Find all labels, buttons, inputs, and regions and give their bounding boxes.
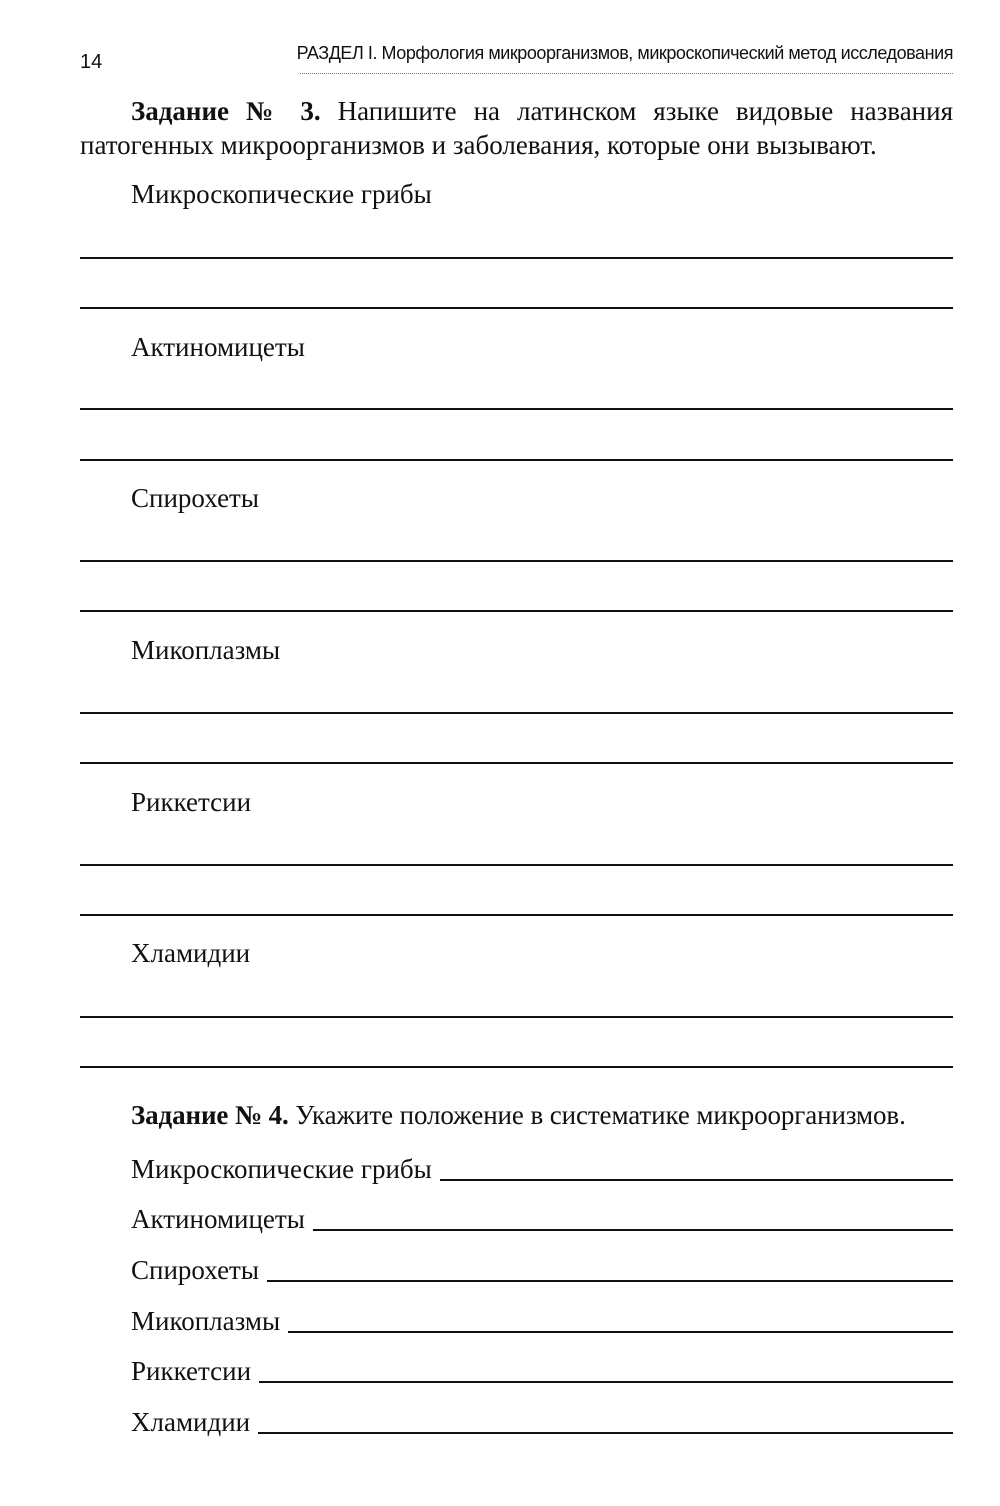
running-header: РАЗДЕЛ I. Морфология микроорганизмов, микроскопический метод исследования bbox=[296, 43, 953, 63]
task-3-group-label: Спирохеты bbox=[131, 483, 259, 513]
task-3-text: Напишите на латинском языке видовые названия патогенных микроорганизмов и заболевания, которые они вызывают. bbox=[80, 96, 953, 160]
task-4-fill-row bbox=[131, 1403, 953, 1439]
task-4-row-label: Актиномицеты bbox=[131, 1204, 305, 1234]
task-4-fill-row bbox=[131, 1302, 953, 1338]
task-4-answer-line[interactable] bbox=[259, 1381, 953, 1383]
task-4-fill-row bbox=[131, 1352, 953, 1388]
task-4-text: Укажите положение в систематике микроорганизмов. bbox=[295, 1100, 906, 1130]
task-3-group-label: Риккетсии bbox=[131, 787, 252, 817]
task-3-answer-line[interactable] bbox=[80, 762, 953, 764]
task-4-label: Задание № 4. bbox=[131, 1100, 289, 1130]
task-4-fill-row bbox=[131, 1251, 953, 1287]
task-3-group-label: Хламидии bbox=[131, 938, 251, 968]
task-4-fill-row bbox=[131, 1150, 953, 1186]
task-3-answer-line[interactable] bbox=[80, 712, 953, 714]
page-number: 14 bbox=[80, 51, 103, 73]
header-rule bbox=[300, 73, 953, 74]
task-3-answer-line[interactable] bbox=[80, 610, 953, 612]
task-4-row-label: Спирохеты bbox=[131, 1255, 259, 1285]
task-4-row-label: Хламидии bbox=[131, 1407, 251, 1437]
task-4-answer-line[interactable] bbox=[288, 1331, 953, 1333]
task-3-answer-line[interactable] bbox=[80, 459, 953, 461]
task-4-answer-line[interactable] bbox=[258, 1432, 953, 1434]
task-3-answer-line[interactable] bbox=[80, 864, 953, 866]
task-4-row-label: Микроскопические грибы bbox=[131, 1154, 432, 1184]
task-3-answer-line[interactable] bbox=[80, 307, 953, 309]
task-4-instruction bbox=[80, 1098, 953, 1132]
task-3-instruction bbox=[80, 94, 953, 162]
task-3-answer-line[interactable] bbox=[80, 560, 953, 562]
task-4-row-label: Микоплазмы bbox=[131, 1306, 281, 1336]
task-4-row-label: Риккетсии bbox=[131, 1356, 252, 1386]
task-4-answer-line[interactable] bbox=[313, 1229, 953, 1231]
task-3-answer-line[interactable] bbox=[80, 914, 953, 916]
task-3-answer-line[interactable] bbox=[80, 408, 953, 410]
task-3-label: Задание № 3. bbox=[131, 96, 321, 126]
task-3-group-label: Микоплазмы bbox=[131, 635, 281, 665]
task-4-answer-line[interactable] bbox=[267, 1280, 953, 1282]
task-3-answer-line[interactable] bbox=[80, 257, 953, 259]
task-3-group-label: Микроскопические грибы bbox=[131, 179, 432, 209]
task-3-group-label: Актиномицеты bbox=[131, 332, 305, 362]
task-4-answer-line[interactable] bbox=[440, 1179, 953, 1181]
task-3-answer-line[interactable] bbox=[80, 1066, 953, 1068]
task-3-answer-line[interactable] bbox=[80, 1016, 953, 1018]
task-4-fill-row bbox=[131, 1200, 953, 1236]
